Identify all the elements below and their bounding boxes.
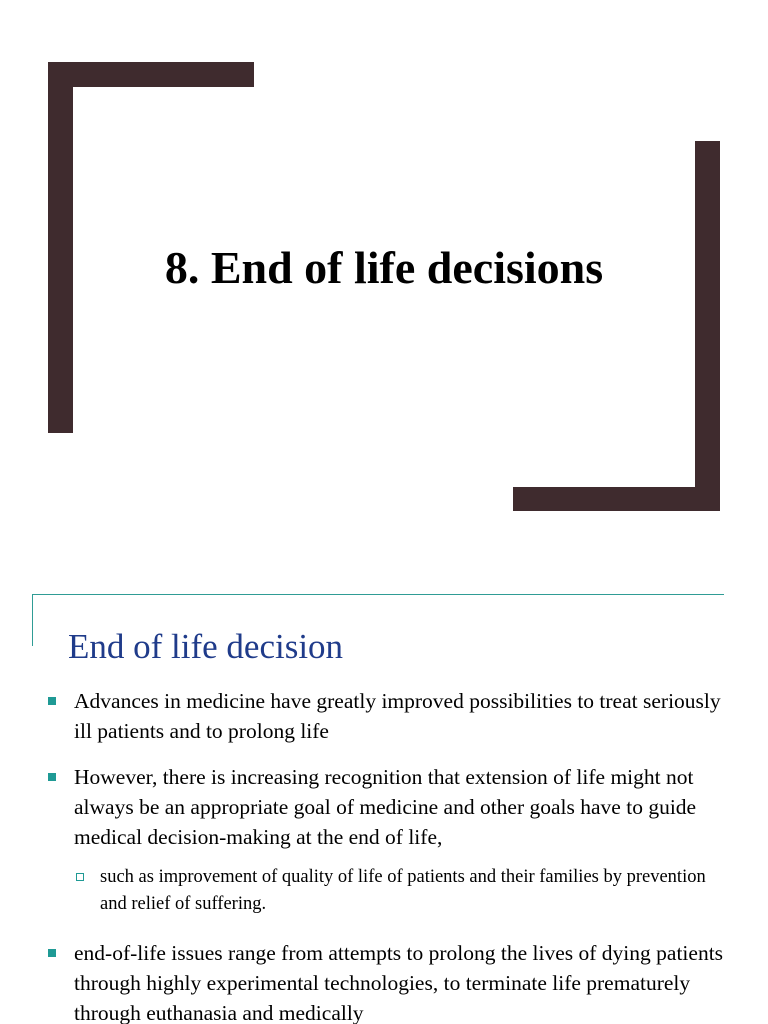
bullet-text: end-of-life issues range from attempts to prolong the lives of dying patients through highly experimental technologies, to terminate life prematurely through euthanasia and medically bbox=[74, 941, 724, 1024]
content-slide-heading: End of life decision bbox=[68, 627, 344, 666]
sub-bullet-text: such as improvement of quality of life of patients and their families by prevention and relief of suffering. bbox=[100, 867, 706, 914]
bullet-item bbox=[0, 762, 768, 852]
frame-top-left-horizontal bbox=[48, 62, 254, 87]
frame-bottom-right-horizontal bbox=[513, 487, 720, 511]
sub-bullet-item bbox=[0, 864, 768, 918]
accent-line-vertical bbox=[32, 594, 33, 646]
bullet-text: Advances in medicine have greatly improved possibilities to treat seriously ill patients and to prolong life bbox=[74, 689, 721, 743]
bullet-item bbox=[0, 938, 768, 1024]
square-bullet-icon bbox=[48, 949, 56, 957]
frame-bottom-right-vertical bbox=[695, 141, 720, 511]
accent-line-horizontal bbox=[32, 594, 724, 595]
bullet-list bbox=[0, 686, 768, 1024]
frame-top-left-vertical bbox=[48, 62, 73, 433]
square-bullet-icon bbox=[48, 697, 56, 705]
hollow-square-bullet-icon bbox=[76, 873, 84, 881]
content-slide bbox=[0, 560, 768, 1024]
title-slide-heading: 8. End of life decisions bbox=[164, 242, 604, 293]
bullet-text: However, there is increasing recognition that extension of life might not always be an appropriate goal of medicine and other goals have to guide medical decision-making at the end of life, bbox=[74, 765, 697, 849]
square-bullet-icon bbox=[48, 773, 56, 781]
bullet-item bbox=[0, 686, 768, 746]
